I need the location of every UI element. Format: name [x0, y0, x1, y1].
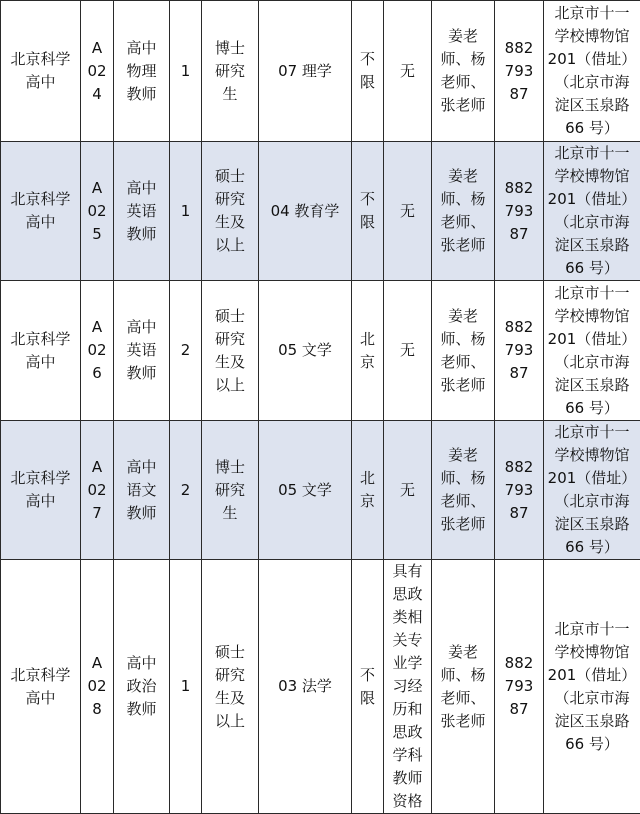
unit-cell: 北京科学 高中	[1, 281, 81, 421]
unit-cell: 北京科学 高中	[1, 142, 81, 281]
contact-cell: 姜老 师、杨 老师、 张老师	[432, 142, 495, 281]
degree-cell: 博士 研究 生	[202, 421, 259, 560]
unit-cell: 北京科学 高中	[1, 560, 81, 814]
requirement-cell: 无	[384, 1, 432, 142]
degree-cell: 硕士 研究 生及 以上	[202, 560, 259, 814]
degree-cell: 硕士 研究 生及 以上	[202, 281, 259, 421]
position-name-cell: 高中 英语 教师	[114, 281, 170, 421]
address-cell: 北京市十一 学校博物馆 201（借址） （北京市海 淀区玉泉路 66 号）	[544, 142, 640, 281]
table-row	[1, 421, 640, 560]
major-cell: 05 文学	[259, 281, 352, 421]
address-cell: 北京市十一 学校博物馆 201（借址） （北京市海 淀区玉泉路 66 号）	[544, 560, 640, 814]
address-cell: 北京市十一 学校博物馆 201（借址） （北京市海 淀区玉泉路 66 号）	[544, 1, 640, 142]
address-cell: 北京市十一 学校博物馆 201（借址） （北京市海 淀区玉泉路 66 号）	[544, 421, 640, 560]
degree-cell: 硕士 研究 生及 以上	[202, 142, 259, 281]
major-cell: 05 文学	[259, 421, 352, 560]
phone-cell: 882 793 87	[495, 1, 544, 142]
phone-cell: 882 793 87	[495, 560, 544, 814]
requirement-cell: 具有 思政 类相 关专 业学 习经 历和 思政 学科 教师 资格	[384, 560, 432, 814]
phone-cell: 882 793 87	[495, 421, 544, 560]
hire-count-cell: 1	[170, 142, 202, 281]
unit-cell: 北京科学 高中	[1, 1, 81, 142]
position-name-cell: 高中 物理 教师	[114, 1, 170, 142]
position-name-cell: 高中 英语 教师	[114, 142, 170, 281]
major-cell: 07 理学	[259, 1, 352, 142]
position-code-cell: A 02 7	[81, 421, 114, 560]
position-name-cell: 高中 语文 教师	[114, 421, 170, 560]
unit-cell: 北京科学 高中	[1, 421, 81, 560]
position-code-cell: A 02 4	[81, 1, 114, 142]
contact-cell: 姜老 师、杨 老师、 张老师	[432, 560, 495, 814]
address-cell: 北京市十一 学校博物馆 201（借址） （北京市海 淀区玉泉路 66 号）	[544, 281, 640, 421]
position-code-cell: A 02 5	[81, 142, 114, 281]
position-code-cell: A 02 6	[81, 281, 114, 421]
table-row	[1, 1, 640, 142]
position-code-cell: A 02 8	[81, 560, 114, 814]
requirement-cell: 无	[384, 142, 432, 281]
hukou-cell: 不 限	[352, 1, 384, 142]
major-cell: 03 法学	[259, 560, 352, 814]
contact-cell: 姜老 师、杨 老师、 张老师	[432, 421, 495, 560]
hire-count-cell: 1	[170, 1, 202, 142]
table-row	[1, 560, 640, 814]
table-row	[1, 281, 640, 421]
hire-count-cell: 2	[170, 281, 202, 421]
hukou-cell: 不 限	[352, 142, 384, 281]
contact-cell: 姜老 师、杨 老师、 张老师	[432, 1, 495, 142]
requirement-cell: 无	[384, 281, 432, 421]
hukou-cell: 不 限	[352, 560, 384, 814]
hire-count-cell: 1	[170, 560, 202, 814]
table-row	[1, 142, 640, 281]
hire-count-cell: 2	[170, 421, 202, 560]
phone-cell: 882 793 87	[495, 142, 544, 281]
degree-cell: 博士 研究 生	[202, 1, 259, 142]
position-name-cell: 高中 政治 教师	[114, 560, 170, 814]
contact-cell: 姜老 师、杨 老师、 张老师	[432, 281, 495, 421]
major-cell: 04 教育学	[259, 142, 352, 281]
hukou-cell: 北 京	[352, 421, 384, 560]
hukou-cell: 北 京	[352, 281, 384, 421]
phone-cell: 882 793 87	[495, 281, 544, 421]
requirement-cell: 无	[384, 421, 432, 560]
